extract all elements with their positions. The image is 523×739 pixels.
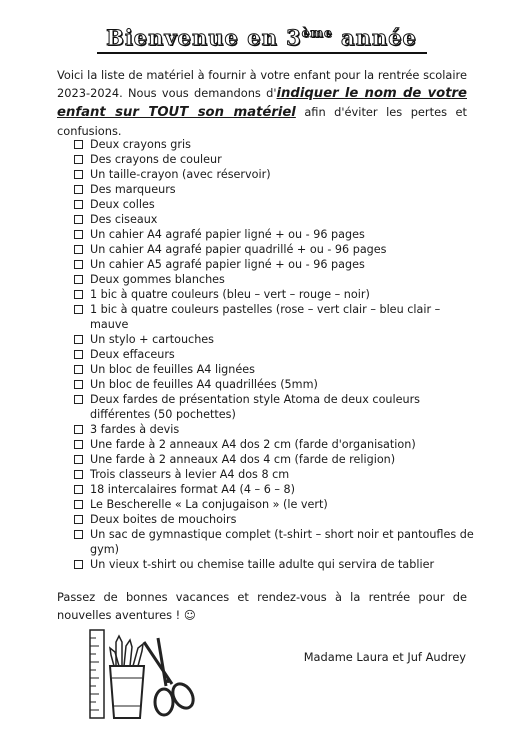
checkbox-icon <box>74 335 83 344</box>
title-superscript: ème <box>301 26 333 40</box>
supply-item-label: Deux fardes de présentation style Atoma de deux couleurs différentes (50 pochettes) <box>90 393 421 421</box>
title-main: Bienvenue en 3 <box>106 25 302 50</box>
supply-item-label: 18 intercalaires format A4 (4 – 6 – 8) <box>90 483 296 496</box>
signature: Madame Laura et Juf Audrey <box>303 650 466 664</box>
checkbox-icon <box>74 395 83 404</box>
checkbox-icon <box>74 155 83 164</box>
checkbox-icon <box>74 530 83 539</box>
supply-list-item <box>74 497 474 512</box>
checkbox-icon <box>74 500 83 509</box>
supply-item-label: Une farde à 2 anneaux A4 dos 4 cm (farde de religion) <box>90 453 396 466</box>
supply-item-label: 1 bic à quatre couleurs pastelles (rose – vert clair – bleu clair – mauve <box>90 303 441 331</box>
checkbox-icon <box>74 185 83 194</box>
supply-list-item <box>74 152 474 167</box>
supply-item-label: Un taille-crayon (avec réservoir) <box>90 168 271 181</box>
supply-item-label: Un cahier A4 agrafé papier ligné + ou - 96 pages <box>90 228 365 241</box>
checkbox-icon <box>74 230 83 239</box>
checkbox-icon <box>74 140 83 149</box>
checkbox-icon <box>74 470 83 479</box>
pencil-cup-icon <box>110 636 144 718</box>
supply-list-item <box>74 377 474 392</box>
supply-item-label: Un sac de gymnastique complet (t-shirt – short noir et pantoufles de gym) <box>90 528 474 556</box>
checkbox-icon <box>74 170 83 179</box>
supply-list-item <box>74 467 474 482</box>
intro-text-1: Voici la liste de matériel à fournir à votre enfant pour la rentrée scolaire 2023-2024. Nous vous demandons d' <box>57 68 467 100</box>
supply-list-item <box>74 422 474 437</box>
title-underline <box>97 52 427 54</box>
page-title <box>0 25 523 54</box>
supply-item-label: Deux crayons gris <box>90 138 191 151</box>
supply-list-item <box>74 212 474 227</box>
supply-list <box>74 137 474 572</box>
supply-list-item <box>74 437 474 452</box>
checkbox-icon <box>74 485 83 494</box>
checkbox-icon <box>74 275 83 284</box>
closing-paragraph <box>57 588 467 624</box>
intro-paragraph <box>57 66 467 140</box>
supply-list-item <box>74 392 474 422</box>
supply-list-item <box>74 137 474 152</box>
supply-item-label: Des ciseaux <box>90 213 158 226</box>
school-supplies-icon <box>86 628 198 722</box>
supply-item-label: Un bloc de feuilles A4 quadrillées (5mm) <box>90 378 318 391</box>
supply-item-label: Deux colles <box>90 198 155 211</box>
checkbox-icon <box>74 215 83 224</box>
checkbox-icon <box>74 455 83 464</box>
supply-list-item <box>74 227 474 242</box>
supply-list-item <box>74 512 474 527</box>
supply-item-label: Trois classeurs à levier A4 dos 8 cm <box>90 468 290 481</box>
supply-list-item <box>74 347 474 362</box>
supply-item-label: Deux gommes blanches <box>90 273 225 286</box>
checkbox-icon <box>74 560 83 569</box>
ruler-icon <box>90 630 104 718</box>
checkbox-icon <box>74 350 83 359</box>
supply-list-item <box>74 362 474 377</box>
checkbox-icon <box>74 200 83 209</box>
checkbox-icon <box>74 290 83 299</box>
checkbox-icon <box>74 425 83 434</box>
checkbox-icon <box>74 380 83 389</box>
supply-list-item <box>74 527 474 557</box>
supply-list-item <box>74 302 474 332</box>
smiley-icon: ☺ <box>183 608 196 622</box>
supply-list-item <box>74 287 474 302</box>
supply-list-item <box>74 197 474 212</box>
supply-list-item <box>74 557 474 572</box>
checkbox-icon <box>74 245 83 254</box>
checkbox-icon <box>74 305 83 314</box>
closing-text: Passez de bonnes vacances et rendez-vous à la rentrée pour de nouvelles aventures ! <box>57 590 467 622</box>
supply-item-label: Une farde à 2 anneaux A4 dos 2 cm (farde d'organisation) <box>90 438 416 451</box>
supply-list-item <box>74 452 474 467</box>
supply-item-label: 3 fardes à devis <box>90 423 180 436</box>
supply-list-item <box>74 332 474 347</box>
supply-item-label: Deux boites de mouchoirs <box>90 513 237 526</box>
checkbox-icon <box>74 260 83 269</box>
supply-item-label: Un bloc de feuilles A4 lignées <box>90 363 255 376</box>
supply-item-label: Un stylo + cartouches <box>90 333 214 346</box>
supply-item-label: Un vieux t-shirt ou chemise taille adulte qui servira de tablier <box>90 558 435 571</box>
checkbox-icon <box>74 365 83 374</box>
supply-item-label: Un cahier A5 agrafé papier ligné + ou - 96 pages <box>90 258 365 271</box>
supply-list-item <box>74 182 474 197</box>
checkbox-icon <box>74 440 83 449</box>
supply-list-item <box>74 242 474 257</box>
supply-item-label: Des crayons de couleur <box>90 153 222 166</box>
title-end: année <box>332 25 417 50</box>
supply-item-label: Deux effaceurs <box>90 348 175 361</box>
intro-emphasis: indiquer le nom de votre enfant sur TOUT son matériel <box>57 86 467 120</box>
scissors-icon <box>144 638 197 715</box>
supply-list-item <box>74 257 474 272</box>
supply-list-item <box>74 272 474 287</box>
supply-item-label: Un cahier A4 agrafé papier quadrillé + ou - 96 pages <box>90 243 387 256</box>
supply-list-item <box>74 167 474 182</box>
supply-item-label: Le Bescherelle « La conjugaison » (le vert) <box>90 498 328 511</box>
supply-item-label: 1 bic à quatre couleurs (bleu – vert – rouge – noir) <box>90 288 370 301</box>
checkbox-icon <box>74 515 83 524</box>
supply-item-label: Des marqueurs <box>90 183 176 196</box>
intro-text-2: afin d'éviter les pertes et confusions. <box>57 105 467 138</box>
supply-list-item <box>74 482 474 497</box>
